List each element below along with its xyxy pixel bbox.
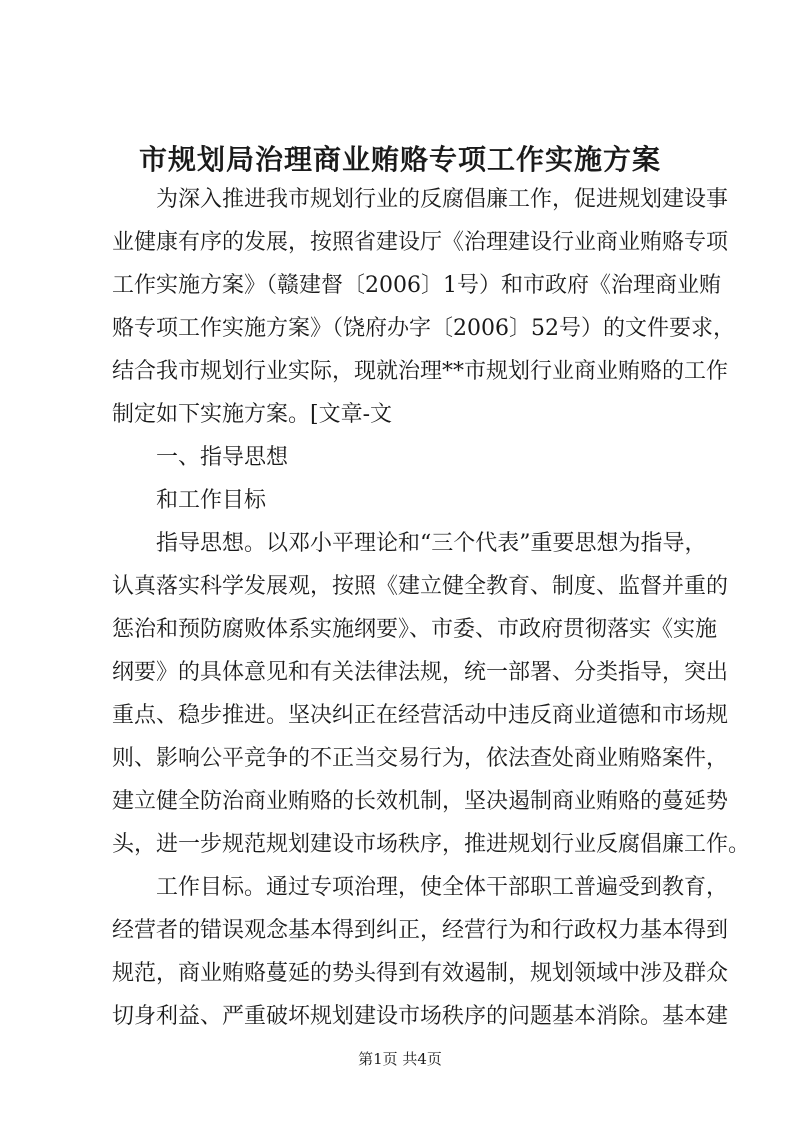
body-line: 经营者的错误观念基本得到纠正，经营行为和行政权力基本得到: [112, 918, 729, 943]
body-line: 规范，商业贿赂蔓延的势头得到有效遏制，规划领域中涉及群众: [112, 961, 729, 986]
body-line: 为深入推进我市规划行业的反腐倡廉工作，促进规划建设事: [112, 187, 729, 212]
section-heading: 一、指导思想: [112, 445, 289, 470]
body-line: 赂专项工作实施方案》（饶府办字〔2006〕52号）的文件要求，: [112, 316, 735, 341]
body-line: 结合我市规划行业实际，现就治理**市规划行业商业贿赂的工作: [112, 359, 729, 384]
body-line: 惩治和预防腐败体系实施纲要》、市委、市政府贯彻落实《实施: [112, 617, 718, 642]
body-line: 则、影响公平竞争的不正当交易行为，依法查处商业贿赂案件，: [112, 746, 729, 771]
body-line: 纲要》的具体意见和有关法律法规，统一部署、分类指导，突出: [112, 660, 729, 685]
body-line: 建立健全防治商业贿赂的长效机制，坚决遏制商业贿赂的蔓延势: [112, 789, 729, 814]
body-line: 制定如下实施方案。[文章-文: [112, 402, 393, 427]
body-line: 工作实施方案》（赣建督〔2006〕1号）和市政府《治理商业贿: [112, 273, 721, 298]
body-line: 重点、稳步推进。坚决纠正在经营活动中违反商业道德和市场规: [112, 703, 729, 728]
page-footer: 第1页 共4页: [358, 1050, 442, 1068]
body-line: 工作目标。通过专项治理，使全体干部职工普遍受到教育，: [112, 875, 729, 900]
body-line: 认真落实科学发展观，按照《建立健全教育、制度、监督并重的: [112, 574, 729, 599]
body-line: 切身利益、严重破坏规划建设市场秩序的问题基本消除。基本建: [112, 1004, 729, 1029]
body-line: 头，进一步规范规划建设市场秩序，推进规划行业反腐倡廉工作。: [112, 832, 751, 857]
document-title: 市规划局治理商业贿赂专项工作实施方案: [138, 143, 661, 176]
body-line: 指导思想。以邓小平理论和“三个代表”重要思想为指导，: [112, 531, 707, 556]
section-heading: 和工作目标: [112, 488, 267, 513]
body-line: 业健康有序的发展，按照省建设厅《治理建设行业商业贿赂专项: [112, 230, 729, 255]
